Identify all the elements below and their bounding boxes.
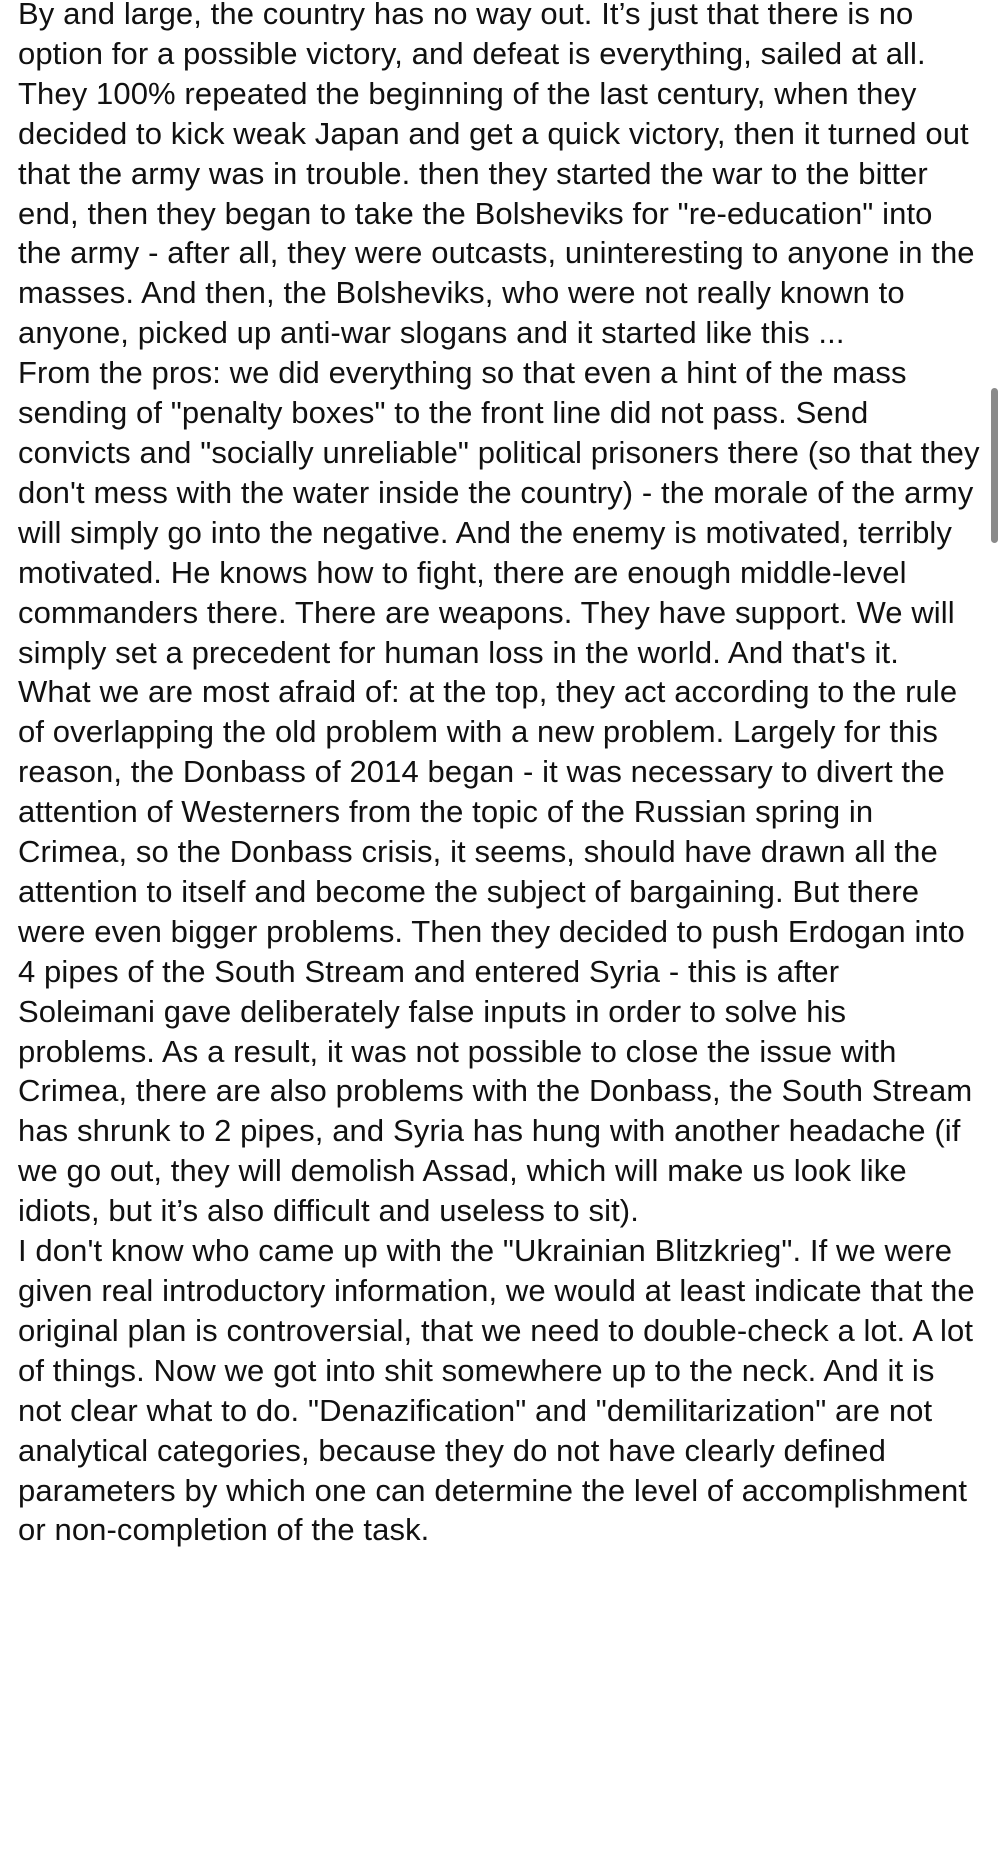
vertical-scrollbar[interactable] <box>991 388 998 543</box>
paragraph-2: From the pros: we did everything so that even a hint of the mass sending of "penalty boxes" to the front line did not pass. Send convicts and "socially unreliable" political prisoners there (so that they don't mess with the water inside the country) - the morale of the army will simply go into the negative. And the enemy is motivated, terribly motivated. He knows how to fight, there are enough middle-level commanders there. There are weapons. They have support. We will simply set a precedent for human loss in the world. And that's it. <box>18 355 980 670</box>
paragraph-3: What we are most afraid of: at the top, they act according to the rule of overlapping the old problem with a new problem. Largely for this reason, the Donbass of 2014 began - it was necessary to divert the attention of Westerners from the topic of the Russian spring in Crimea, so the Donbass crisis, it seems, should have drawn all the attention to itself and become the subject of bargaining. But there were even bigger problems. Then they decided to push Erdogan into 4 pipes of the South Stream and entered Syria - this is after Soleimani gave deliberately false inputs in order to solve his problems. As a result, it was not possible to close the issue with Crimea, there are also problems with the Donbass, the South Stream has shrunk to 2 pipes, and Syria has hung with another headache (if we go out, they will demolish Assad, which will make us look like idiots, but it’s also difficult and useless to sit). <box>18 674 973 1229</box>
paragraph-4: I don't know who came up with the "Ukrainian Blitzkrieg". If we were given real introductory information, we would at least indicate that the original plan is controversial, that we need to double-check a lot. A lot of things. Now we got into shit somewhere up to the neck. And it is not clear what to do. "Denazification" and "demilitarization" are not analytical categories, because they do not have clearly defined parameters by which one can determine the level of accomplishment or non-completion of the task. <box>18 1233 975 1548</box>
text-document <box>18 0 984 1550</box>
paragraph-1: By and large, the country has no way out. It’s just that there is no option for a possible victory, and defeat is everything, sailed at all. They 100% repeated the beginning of the last century, when they decided to kick weak Japan and get a quick victory, then it turned out that the army was in trouble. then they started the war to the bitter end, then they began to take the Bolsheviks for "re-education" into the army - after all, they were outcasts, uninteresting to anyone in the masses. And then, the Bolsheviks, who were not really known to anyone, picked up anti-war slogans and it started like this ... <box>18 0 975 351</box>
